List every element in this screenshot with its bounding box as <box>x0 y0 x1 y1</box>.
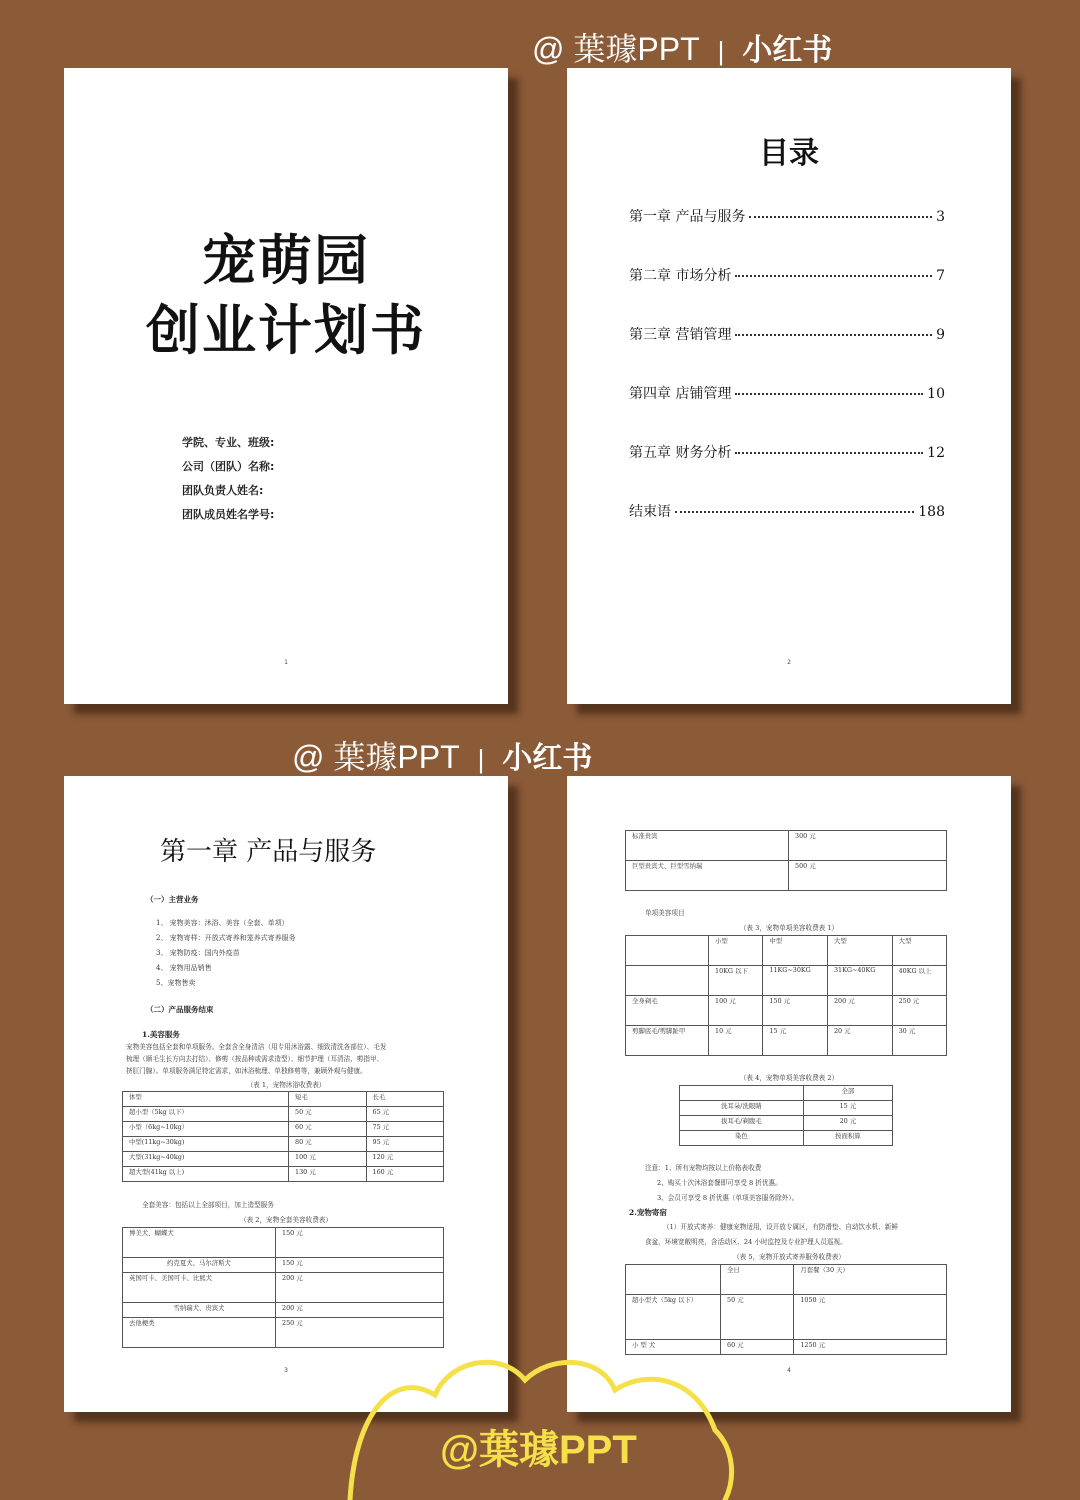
table-row: 大型(31kg~40kg) 100 元 120 元 <box>123 1152 444 1167</box>
table-row: 全日 月套餐（30 天） <box>626 1265 947 1295</box>
table-row: 英国可卡、美国可卡、比熊犬 200 元 <box>123 1273 444 1303</box>
watermark-brand: 小红书 <box>502 742 593 775</box>
toc-item[interactable]: 第五章 财务分析 12 <box>629 445 945 461</box>
table-row: 约克夏犬、马尔济斯犬 150 元 <box>123 1258 444 1273</box>
section-heading: （二）产品服务结束 <box>146 1005 214 1014</box>
table-row: 超小型犬（5kg 以下） 50 元 1050 元 <box>626 1295 947 1340</box>
single-service-table-1 <box>625 935 947 1056</box>
list-item: 4、 宠物用品销售 <box>156 964 212 972</box>
pricing-page <box>567 776 1011 1412</box>
list-item: 2、 宠物寄样：开放式寄养和笼养式寄养服务 <box>156 934 296 942</box>
page-number: 1 <box>284 659 288 666</box>
section-heading: （一）主营业务 <box>146 895 199 904</box>
paragraph-line: 梳理（顺毛生长方向去打结）、修剪（按品种或需求造型）、细节护理（耳清洁、剪指甲、 <box>126 1055 384 1063</box>
paragraph-line: （1）开放式寄养：健康宠物适用，设开放专属区，有防滑垫、自动饮水机、新鲜 <box>663 1223 898 1231</box>
table-row: 全身剃毛 100 元 150 元 200 元 250 元 <box>626 996 947 1026</box>
table-row: 洗耳朵/洗眼睛 15 元 <box>680 1101 893 1116</box>
table-caption: （表 2，宠物全套美容收费表） <box>239 1216 332 1224</box>
note-line: 3、会员可享受 8 折优惠（单项美容服务除外）。 <box>657 1194 799 1202</box>
subsection-label: 单项美容项目 <box>645 909 685 917</box>
grooming-table-continued <box>625 830 947 891</box>
cover-field: 团队成员姓名学号: <box>182 508 275 521</box>
table-caption: （表 1，宠物沐浴收费表） <box>246 1081 326 1089</box>
note: 全套美容：包括以上全部项目，加上造型服务 <box>142 1201 274 1209</box>
page-number: 3 <box>284 1367 288 1374</box>
table-caption: （表 5，宠物开放式寄养服务收费表） <box>733 1253 845 1261</box>
cover-title-line2: 创业计划书 <box>146 299 426 362</box>
cover-page <box>64 68 508 704</box>
chapter-title: 第一章 产品与服务 <box>160 837 377 867</box>
toc-item[interactable]: 第三章 营销管理 9 <box>629 327 945 343</box>
list-item: 5、宠物售卖 <box>156 979 196 987</box>
table-row: 小 型 犬 60 元 1250 元 <box>626 1340 947 1355</box>
note-line: 注意：1、所有宠物均按以上价格表收费 <box>645 1164 762 1172</box>
cover-field: 学院、专业、班级: <box>182 436 275 449</box>
table-row: 博美犬、蝴蝶犬 150 元 <box>123 1228 444 1258</box>
table-row: 雪纳瑞犬、贵宾犬 200 元 <box>123 1303 444 1318</box>
cover-title-line1: 宠萌园 <box>202 229 370 292</box>
cover-field: 公司（团队）名称: <box>182 460 275 473</box>
table-row: 去他梗类 250 元 <box>123 1318 444 1348</box>
table-row: 体型 短毛 长毛 <box>123 1092 444 1107</box>
subsection-heading: 1.美容服务 <box>142 1030 180 1039</box>
list-item: 1、 宠物美容：沐浴、美容（全套、单项） <box>156 919 289 927</box>
toc-item[interactable]: 结束语 188 <box>629 504 945 520</box>
watermark-bottom: @葉璩PPT <box>440 1428 637 1472</box>
table-row: 标准贵宾 300 元 <box>626 831 947 861</box>
watermark-top: @ 葉璩PPT | 小红书 <box>532 31 833 67</box>
paragraph-line: 食盆，环境宽敞明亮，含活动区、24 小时监控及专业护理人员巡视。 <box>645 1238 847 1246</box>
full-grooming-table <box>122 1227 444 1348</box>
cover-field: 团队负责人姓名: <box>182 484 264 497</box>
table-row: 剪脚底毛/剪脚趾甲 10 元 15 元 20 元 30 元 <box>626 1026 947 1056</box>
watermark-handle: @ 葉璩PPT <box>292 739 460 775</box>
table-row: 全部 <box>680 1086 893 1101</box>
watermark-middle: @ 葉璩PPT | 小红书 <box>292 739 593 775</box>
table-row: 小型（6kg~10kg） 60 元 75 元 <box>123 1122 444 1137</box>
toc-item[interactable]: 第四章 店铺管理 10 <box>629 386 945 402</box>
table-row: 拔耳毛/剃腹毛 20 元 <box>680 1116 893 1131</box>
bath-fee-table <box>122 1091 444 1182</box>
list-item: 3、 宠物防疫：国内外疫苗 <box>156 949 240 957</box>
table-row: 超大型(41kg 以上) 130 元 160 元 <box>123 1167 444 1182</box>
watermark-handle: @ 葉璩PPT <box>532 31 700 67</box>
toc-title: 目录 <box>759 136 819 171</box>
toc-item[interactable]: 第一章 产品与服务 3 <box>629 209 945 225</box>
subsection-heading: 2.宠物寄宿 <box>629 1208 667 1217</box>
table-row: 中型(11kg~30kg) 80 元 95 元 <box>123 1137 444 1152</box>
table-row: 染色 按面积算 <box>680 1131 893 1146</box>
page-number: 4 <box>787 1367 791 1374</box>
table-row: 超小型（5kg 以下） 50 元 65 元 <box>123 1107 444 1122</box>
toc-page <box>567 68 1011 704</box>
table-caption: （表 3，宠物单项美容收费表 1） <box>739 924 839 932</box>
toc-item[interactable]: 第二章 市场分析 7 <box>629 268 945 284</box>
chapter-page <box>64 776 508 1412</box>
paragraph-line: 挤肛门腺）。单项服务满足特定需求，如沐浴梳理、单独修剪等，兼顾外观与健康。 <box>126 1067 367 1075</box>
paragraph-line: 宠物美容包括全套和单项服务。全套含全身清洁（用专用沐浴露、细致清洗各部位）、毛发 <box>126 1043 387 1051</box>
page-number: 2 <box>787 659 791 666</box>
boarding-fee-table <box>625 1264 947 1355</box>
table-caption: （表 4，宠物单项美容收费表 2） <box>739 1074 839 1082</box>
table-row: 巨型贵宾犬、巨型雪纳瑞 500 元 <box>626 861 947 891</box>
single-service-table-2 <box>679 1085 893 1146</box>
table-row: 小型 中型 大型 大型 <box>626 936 947 966</box>
watermark-brand: 小红书 <box>742 34 833 67</box>
note-line: 2、购买十次沐浴套餐即可享受 8 折优惠。 <box>657 1179 782 1187</box>
table-row: 10KG 以下 11KG~30KG 31KG~40KG 40KG 以上 <box>626 966 947 996</box>
